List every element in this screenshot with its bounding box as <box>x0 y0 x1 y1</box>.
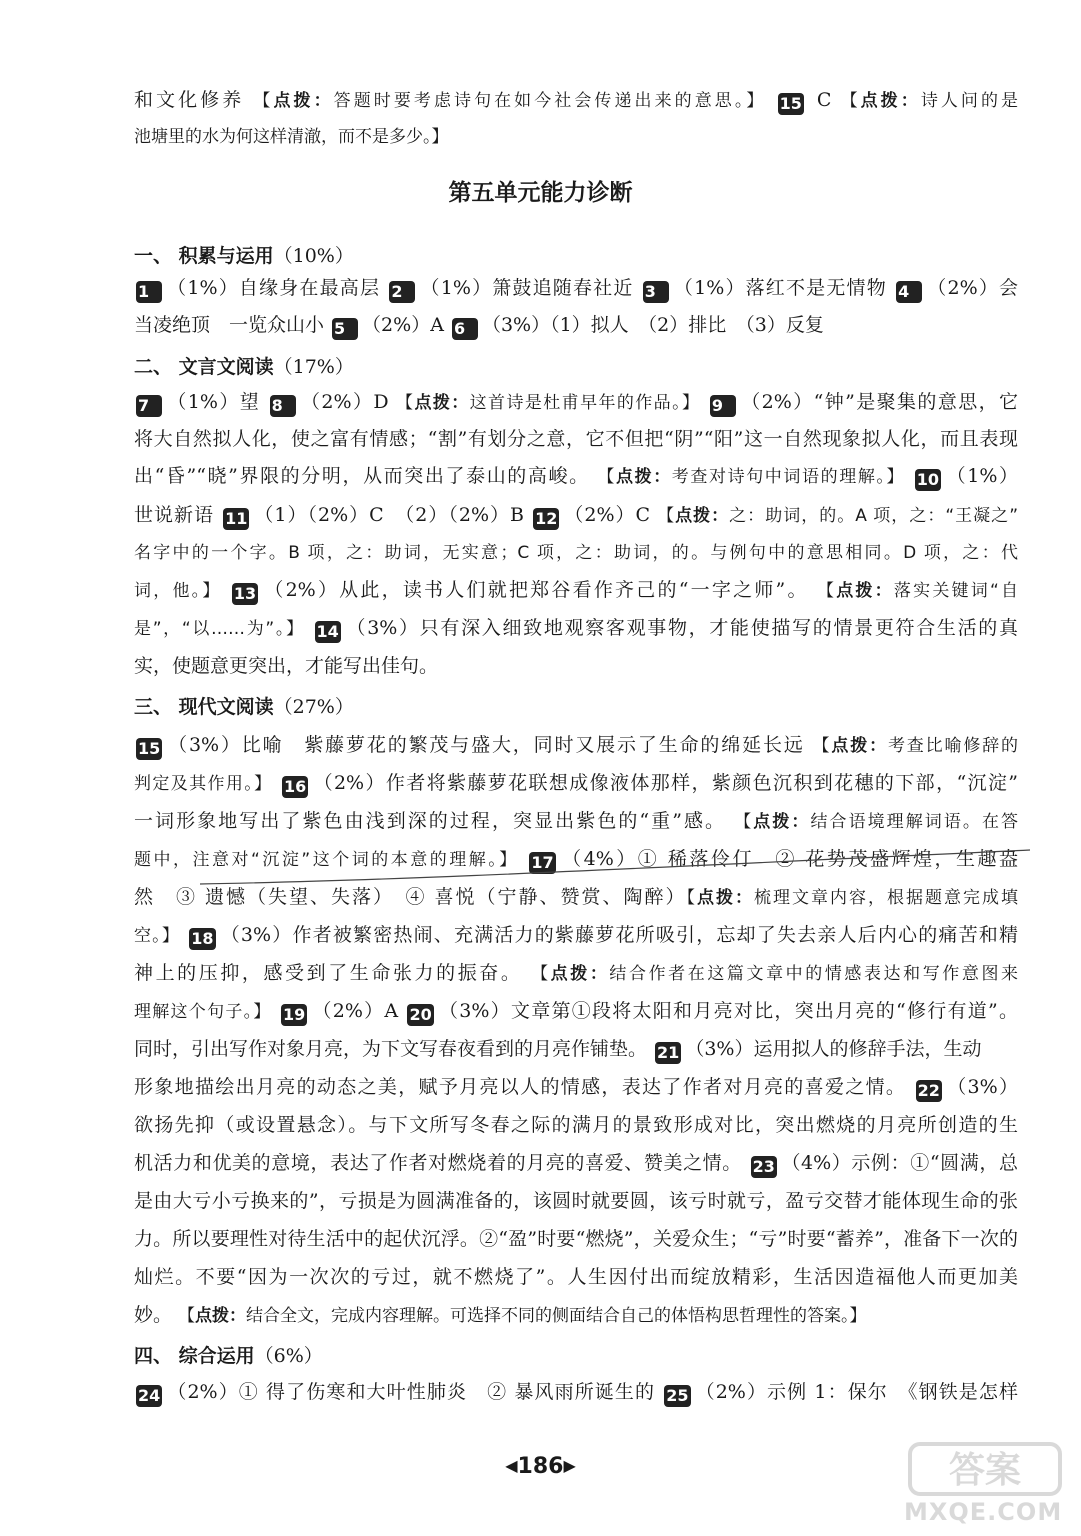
answer-line: 是由大亏小亏换来的”，亏损是为圆满准备的，该圆时就要圆，该亏时就亏，盈亏交替才能体现生命的张 <box>134 1190 1018 1212</box>
question-number-badge: 5 <box>332 318 358 340</box>
hint-text: 【点拨：这首诗是杜甫早年的作品。】 <box>396 393 701 413</box>
question-number-badge: 14 <box>316 622 339 641</box>
question-number-badge: 15 <box>779 94 802 113</box>
answer-line: 24 （2%）① 得了伤寒和大叶性肺炎 ② 暴风雨所诞生的 25 （2%）示例 1：保尔 《钢铁是怎样 <box>138 1381 1018 1405</box>
page-title: 第五单元能力诊断 <box>448 180 633 206</box>
section-label: 三、 现代文阅读 <box>134 696 274 718</box>
svg-text:答案: 答案 <box>948 1450 1022 1491</box>
left-arrow-icon: ◀ <box>505 1456 518 1475</box>
question-number-badge: 23 <box>752 1157 775 1176</box>
hint-text: 【点拨：诗人问的是 <box>840 91 1018 111</box>
question-number-badge: 19 <box>282 1005 306 1024</box>
answer-line: 题中，注意对“沉淀”这个词的本意的理解。】 17 （4%）① 稀落伶仃 ② 花势茂盛辉煌，生趣盎 <box>134 848 1018 872</box>
section-heading <box>134 351 354 383</box>
question-number-badge: 11 <box>225 509 248 528</box>
answer-line: 灿烂。不要“因为一次次的亏过，就不燃烧了”。人生因付出而绽放精彩，生活因造福他人而更加美 <box>134 1266 1018 1288</box>
answer-line: 力。所以要理性对待生活中的起伏沉浮。②“盈”时要“燃烧”，关爱众生；“亏”时要“蓄养”，准备下一次的 <box>134 1228 1018 1250</box>
question-number-badge: 24 <box>138 1386 161 1405</box>
answer-line: 7 （1%）望 8 （2%）D 【点拨：这首诗是杜甫早年的作品。】 9 （2%）“钟”是聚集的意思，它 <box>138 391 1018 415</box>
question-number-badge: 16 <box>283 777 307 796</box>
hint-text: 【点拨：考查比喻修辞的 <box>812 736 1018 756</box>
hint-text: 词，他。】 <box>134 581 222 601</box>
hint-text: 理解这个句子。】 <box>134 1002 272 1022</box>
question-number-badge: 25 <box>666 1386 689 1405</box>
question-number-badge: 9 <box>710 395 736 417</box>
hint-text: 【点拨：落实关键词“自 <box>816 581 1018 601</box>
answer-line: 当凌绝顶 一览众山小 5 （2%）A 6 （3%）（1）拟人 （2）排比 （3）反复 <box>134 314 824 338</box>
hint-text: 【点拨：之：助词，的。A 项，之：“王凝之” <box>657 506 1018 526</box>
answer-line <box>134 534 1018 571</box>
hint-text: 【点拨：结合语境理解词语。在答 <box>734 812 1018 832</box>
hint-text: 名字中的一个字。B 项，之：助词，无实意；C 项，之：助词，的。与例句中的意思相同。D 项，之：代 <box>134 543 1018 563</box>
hint-text: 空。】 <box>134 926 181 946</box>
hint-text: 是”，“以……为”。】 <box>134 619 305 639</box>
watermark-glyphs-icon <box>900 1440 1076 1500</box>
section-label: 四、 综合运用 <box>134 1345 255 1367</box>
answer-line: 判定及其作用。】 16 （2%）作者将紫藤萝花联想成像液体那样，紫颜色沉积到花穗的下部，“沉淀” <box>134 772 1018 796</box>
question-number-badge: 17 <box>531 853 554 872</box>
answer-line: 1 （1%）自缘身在最高层 2 （1%）箫鼓追随春社近 3 （1%）落红不是无情物 4 （2%）会 <box>138 277 1018 301</box>
answer-line: 然 ③ 遗憾（失望、失落） ④ 喜悦（宁静、赞赏、陶醉）【点拨：梳理文章内容，根据题意完成填 <box>134 886 1018 908</box>
question-number-badge: 10 <box>916 470 940 489</box>
section-heading <box>134 1340 323 1372</box>
intro-line: 和文化修养 【点拨：答题时要考虑诗句在如今社会传递出来的意思。】 15 C 【点拨：诗人问的是 <box>134 89 1018 113</box>
hint-text: 【点拨：考查对诗句中词语的理解。】 <box>597 467 906 487</box>
answer-line: 形象地描绘出月亮的动态之美，赋予月亮以人的情感，表达了作者对月亮的喜爱之情。 22 （3%） <box>134 1076 1018 1100</box>
hint-text: 【点拨：答题时要考虑诗句在如今社会传递出来的意思。】 <box>253 91 767 111</box>
section-percent: （6%） <box>254 1345 323 1367</box>
question-number-badge: 20 <box>409 1005 432 1024</box>
question-number-badge: 1 <box>136 281 162 303</box>
question-number-badge: 15 <box>138 739 161 758</box>
question-number-badge: 3 <box>643 281 669 303</box>
question-number-badge: 22 <box>917 1081 940 1100</box>
hint-text: 【点拨：梳理文章内容，根据题意完成填 <box>686 888 1018 908</box>
question-number-badge: 18 <box>191 929 214 948</box>
answer-line: 机活力和优美的意境，表达了作者对燃烧着的月亮的喜爱、赞美之情。 23 （4%）示例：①“圆满，总 <box>134 1152 1018 1176</box>
answer-line: 词，他。】 13 （2%）从此，读书人们就把郑谷看作齐己的“一字之师”。 【点拨：落实关键词“自 <box>134 579 1018 603</box>
answer-line: 世说新语 11 （1）（2%）C （2）（2%）B 12 （2%）C 【点拨：之：助词，的。A 项，之：“王凝之” <box>134 504 1018 528</box>
watermark-logo <box>900 1440 1076 1532</box>
section-heading <box>134 691 354 723</box>
answer-line: 实，使题意更突出，才能写出佳句。 <box>134 655 439 677</box>
section-percent: （10%） <box>273 245 354 267</box>
answer-line: 妙。 【点拨：结合全文，完成内容理解。可选择不同的侧面结合自己的体悟构思哲理性的答案。】 <box>134 1304 867 1326</box>
answer-line: 同时，引出写作对象月亮，为下文写春夜看到的月亮作铺垫。 21 （3%）运用拟人的修辞手法，生动 <box>134 1038 982 1062</box>
section-label: 一、 积累与运用 <box>134 245 274 267</box>
answer-line: 是”，“以……为”。】 14 （3%）只有深入细致地观察客观事物，才能使描写的情景更符合生活的真 <box>134 617 1018 641</box>
answer-line: 15 （3%）比喻 紫藤萝花的繁茂与盛大，同时又展示了生命的绵延长远 【点拨：考查比喻修辞的 <box>138 734 1018 758</box>
answer-line: 理解这个句子。】 19 （2%）A 20 （3%）文章第①段将太阳和月亮对比，突出月亮的“修行有道”。 <box>134 1000 1018 1024</box>
intro-line <box>134 118 1018 155</box>
hint-text: 【点拨：结合作者在这篇文章中的情感表达和写作意图来 <box>531 964 1018 984</box>
section-percent: （27%） <box>273 696 354 718</box>
answer-line: 出“昏”“晓”界限的分明，从而突出了泰山的高峻。 【点拨：考查对诗句中词语的理解。】 10 （1%） <box>134 465 1018 489</box>
section-label: 二、 文言文阅读 <box>134 356 274 378</box>
hint-text: 池塘里的水为何这样清澈，而不是多少。】 <box>134 127 449 147</box>
page-number-value: 186 <box>517 1454 564 1479</box>
answer-line: 将大自然拟人化，使之富有情感；“割”有划分之意，它不但把“阴”“阳”这一自然现象拟人化，而且表现 <box>134 428 1018 450</box>
hint-text: 题中，注意对“沉淀”这个词的本意的理解。】 <box>134 850 519 870</box>
right-arrow-icon: ▶ <box>563 1456 576 1475</box>
answer-line: 一词形象地写出了紫色由浅到深的过程，突显出紫色的“重”感。 【点拨：结合语境理解词语。在答 <box>134 810 1018 832</box>
watermark-text: MXQE.COM <box>904 1498 1063 1526</box>
hint-text: 判定及其作用。】 <box>134 774 273 794</box>
section-heading <box>134 240 354 272</box>
question-number-badge: 13 <box>233 584 257 603</box>
section-percent: （17%） <box>273 356 354 378</box>
answer-line: 空。】 18 （3%）作者被繁密热闹、充满活力的紫藤萝花所吸引，忘却了失去亲人后内心的痛苦和精 <box>134 924 1018 948</box>
answer-line: 神上的压抑，感受到了生命张力的振奋。 【点拨：结合作者在这篇文章中的情感表达和写作意图来 <box>134 962 1018 984</box>
question-number-badge: 21 <box>657 1043 680 1062</box>
question-number-badge: 2 <box>389 281 415 303</box>
question-number-badge: 7 <box>136 395 162 417</box>
hint-text: 【点拨：结合全文，完成内容理解。可选择不同的侧面结合自己的体悟构思哲理性的答案。】 <box>178 1306 867 1326</box>
question-number-badge: 12 <box>535 509 558 528</box>
question-number-badge: 6 <box>452 318 478 340</box>
question-number-badge: 4 <box>896 281 922 303</box>
question-number-badge: 8 <box>270 395 296 417</box>
answer-line: 欲扬先抑（或设置悬念）。与下文所写冬春之际的满月的景致形成对比，突出燃烧的月亮所创造的生 <box>134 1114 1018 1136</box>
